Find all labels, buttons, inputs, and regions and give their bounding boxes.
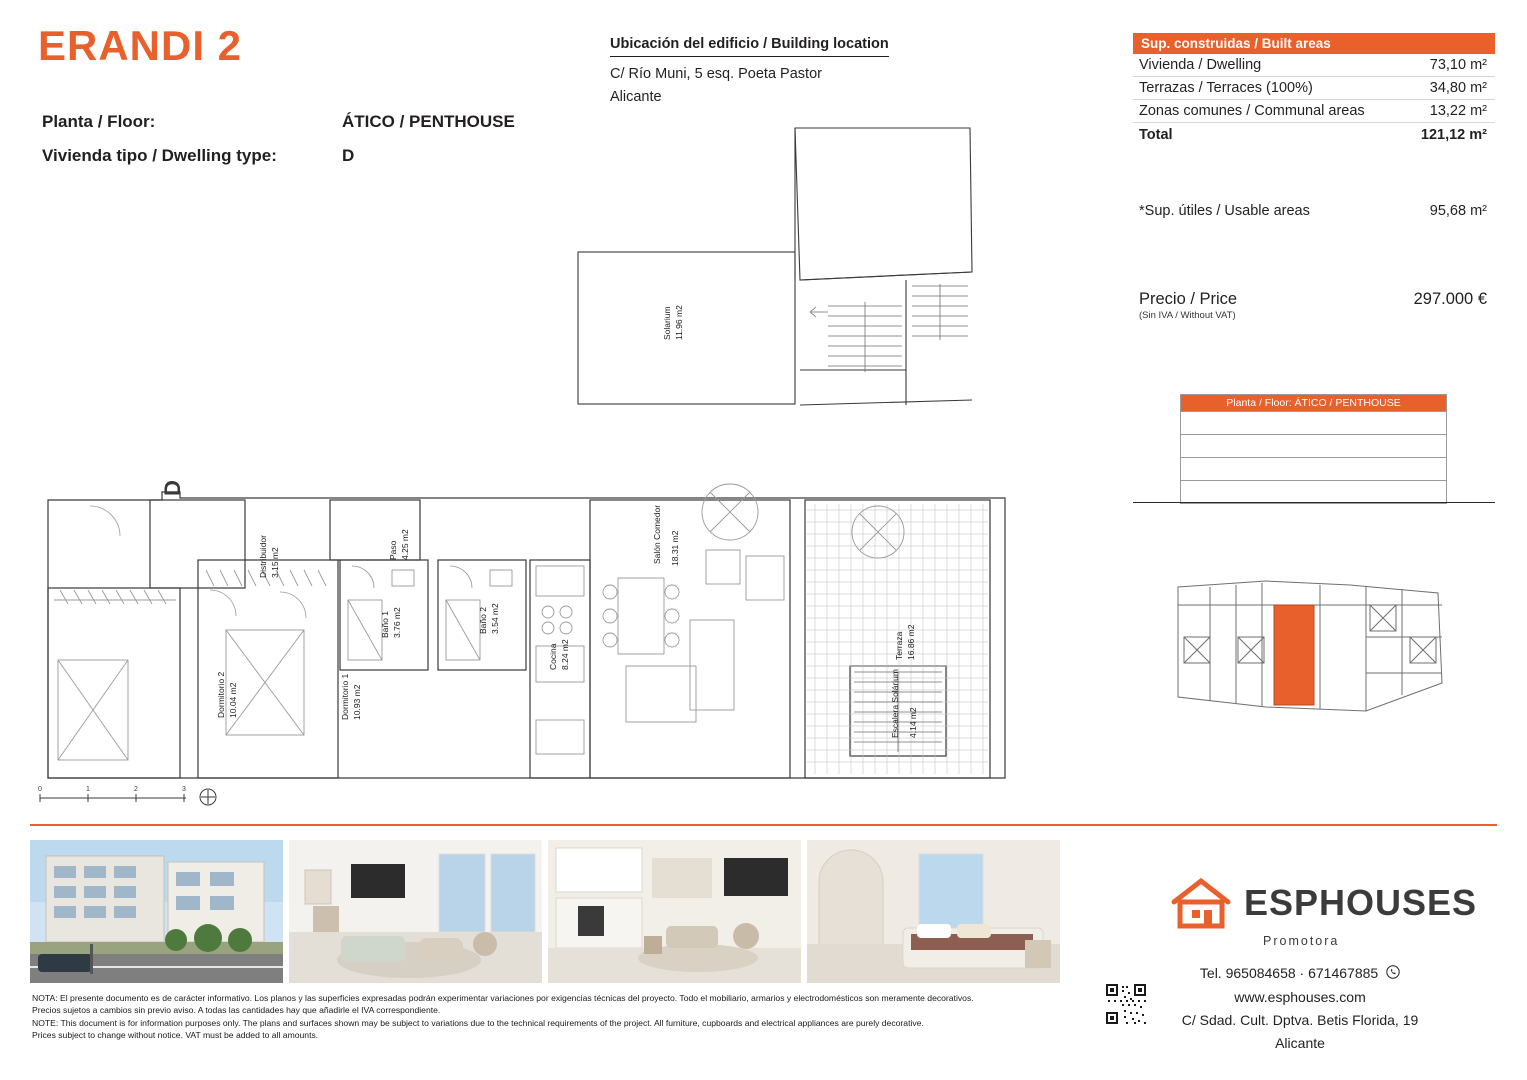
area-value: 13,22 m² bbox=[1404, 100, 1495, 123]
room-label: Dormitorio 2 bbox=[216, 671, 226, 718]
key-plan bbox=[1170, 565, 1460, 725]
contact-website[interactable]: www.esphouses.com bbox=[1234, 988, 1366, 1005]
floor-selector-row[interactable] bbox=[1181, 411, 1446, 434]
room-area: 4.25 m2 bbox=[400, 529, 410, 560]
room-label: Baño 2 bbox=[478, 607, 488, 634]
room-label: Dormitorio 1 bbox=[340, 673, 350, 720]
price-sublabel: (Sin IVA / Without VAT) bbox=[1139, 310, 1236, 321]
photo-kitchen bbox=[548, 840, 801, 983]
room-label: Paso bbox=[388, 540, 398, 560]
scale-tick: 2 bbox=[134, 786, 138, 793]
building-location bbox=[610, 33, 889, 108]
section-divider bbox=[30, 824, 1497, 826]
price-label-group bbox=[1139, 290, 1237, 321]
dwelling-type-label: Vivienda tipo / Dwelling type: bbox=[42, 146, 277, 165]
dwelling-meta bbox=[42, 112, 515, 180]
dwelling-type-value: D bbox=[342, 146, 355, 165]
room-label: Escalera Solárium bbox=[890, 669, 900, 738]
whatsapp-icon bbox=[1386, 963, 1400, 986]
room-label: Distribuidor bbox=[258, 535, 268, 578]
room-label: Baño 1 bbox=[380, 611, 390, 638]
floor-selector-row[interactable] bbox=[1181, 457, 1446, 480]
floor-row bbox=[42, 112, 515, 132]
room-area: 16.86 m2 bbox=[906, 624, 916, 660]
floor-selector-header[interactable]: Planta / Floor: ÁTICO / PENTHOUSE bbox=[1181, 395, 1446, 411]
scale-tick: 0 bbox=[38, 786, 42, 793]
built-areas-panel bbox=[1133, 33, 1495, 146]
dwelling-type-row bbox=[42, 146, 515, 166]
unit-letter-marker: D bbox=[160, 480, 185, 496]
contact-block bbox=[1100, 962, 1500, 1055]
room-label: Salón Comedor bbox=[652, 504, 662, 564]
price-value: 297.000 € bbox=[1413, 290, 1487, 308]
usable-areas-value: 95,68 m² bbox=[1429, 203, 1487, 219]
table-row bbox=[1133, 100, 1495, 123]
usable-areas-label: *Sup. útiles / Usable areas bbox=[1139, 203, 1310, 219]
photo-strip bbox=[30, 840, 1060, 983]
room-area: 10.04 m2 bbox=[228, 682, 238, 718]
room-label: Cocina bbox=[548, 643, 558, 670]
room-area: 4.14 m2 bbox=[908, 707, 918, 738]
area-label: Zonas comunes / Communal areas bbox=[1133, 100, 1404, 123]
note-es-1: NOTA: El presente documento es de carácter informativo. Los planos y las superficies expresadas podrán experimentar variaciones por exigencias técnicas del proyecto. Todo el mobiliario, armarios y electrodomésticos son meramente decorativos. bbox=[32, 993, 974, 1003]
price-row bbox=[1133, 290, 1495, 321]
page-title: ERANDI 2 bbox=[38, 22, 243, 69]
total-value: 121,12 m² bbox=[1404, 123, 1495, 147]
highlighted-unit bbox=[1274, 605, 1314, 705]
area-label: Terrazas / Terraces (100%) bbox=[1133, 77, 1404, 100]
contact-address-2: Alicante bbox=[1275, 1035, 1325, 1052]
floor-selector-row[interactable] bbox=[1181, 434, 1446, 457]
price-label: Precio / Price bbox=[1139, 290, 1238, 308]
room-area: 3.76 m2 bbox=[392, 607, 402, 638]
brand-name: ESPHOUSES bbox=[1244, 882, 1478, 923]
note-es-2: Precios sujetos a cambios sin previo aviso. A todas las cantidades hay que añadirle el IVA correspondiente. bbox=[32, 1005, 441, 1016]
area-value: 73,10 m² bbox=[1404, 54, 1495, 77]
solarium-plan bbox=[560, 120, 980, 410]
built-areas-heading: Sup. construidas / Built areas bbox=[1133, 33, 1495, 54]
built-areas-table bbox=[1133, 54, 1495, 146]
house-icon bbox=[1170, 876, 1232, 930]
usable-areas-row bbox=[1133, 203, 1495, 219]
area-label: Vivienda / Dwelling bbox=[1133, 54, 1404, 77]
floor-selector[interactable] bbox=[1180, 394, 1447, 504]
floor-value: ÁTICO / PENTHOUSE bbox=[342, 112, 515, 131]
photo-building-exterior bbox=[30, 840, 283, 983]
floor-selector-divider bbox=[1133, 502, 1495, 503]
building-location-line1: C/ Río Muni, 5 esq. Poeta Pastor bbox=[610, 66, 822, 83]
table-row bbox=[1133, 77, 1495, 100]
contact-phone bbox=[1100, 962, 1500, 986]
company-logo bbox=[1170, 876, 1477, 930]
brand-tagline: Promotora bbox=[1263, 934, 1340, 948]
contact-address-1: C/ Sdad. Cult. Dptva. Betis Florida, 19 bbox=[1181, 1011, 1419, 1028]
room-area: 3.54 m2 bbox=[490, 603, 500, 634]
room-area: 10.93 m2 bbox=[352, 684, 362, 720]
total-label: Total bbox=[1133, 123, 1404, 147]
room-area: 3.15 m2 bbox=[270, 547, 280, 578]
room-area: 8.24 m2 bbox=[560, 639, 570, 670]
building-location-heading: Ubicación del edificio / Building location bbox=[610, 33, 889, 57]
table-row bbox=[1133, 54, 1495, 77]
area-value: 34,80 m² bbox=[1404, 77, 1495, 100]
legal-notes bbox=[32, 992, 1067, 1042]
table-row-total bbox=[1133, 123, 1495, 147]
building-location-line2: Alicante bbox=[610, 88, 662, 105]
contact-phone-text: Tel. 965084658 · 671467885 bbox=[1199, 965, 1379, 981]
scale-bar bbox=[36, 784, 236, 808]
photo-living-room bbox=[289, 840, 542, 983]
scale-tick: 1 bbox=[86, 786, 90, 793]
room-area: 18.31 m2 bbox=[670, 530, 680, 566]
room-label: Solarium bbox=[662, 306, 672, 340]
note-en-1: NOTE: This document is for information purposes only. The plans and surfaces shown may be subject to variations due to the technical requirements of the project. All furniture, cupboards and electrical appliances are purely decorative. bbox=[32, 1017, 924, 1028]
floor-label: Planta / Floor: bbox=[42, 112, 156, 131]
note-en-2: Prices subject to change without notice. VAT must be added to all amounts. bbox=[32, 1030, 319, 1041]
room-label: Terraza bbox=[894, 631, 904, 660]
floor-plan-drawing bbox=[30, 470, 1050, 815]
scale-tick: 3 bbox=[182, 786, 186, 793]
floor-selector-row[interactable] bbox=[1181, 480, 1446, 503]
photo-bedroom bbox=[807, 840, 1060, 983]
room-area: 11.96 m2 bbox=[674, 305, 684, 340]
